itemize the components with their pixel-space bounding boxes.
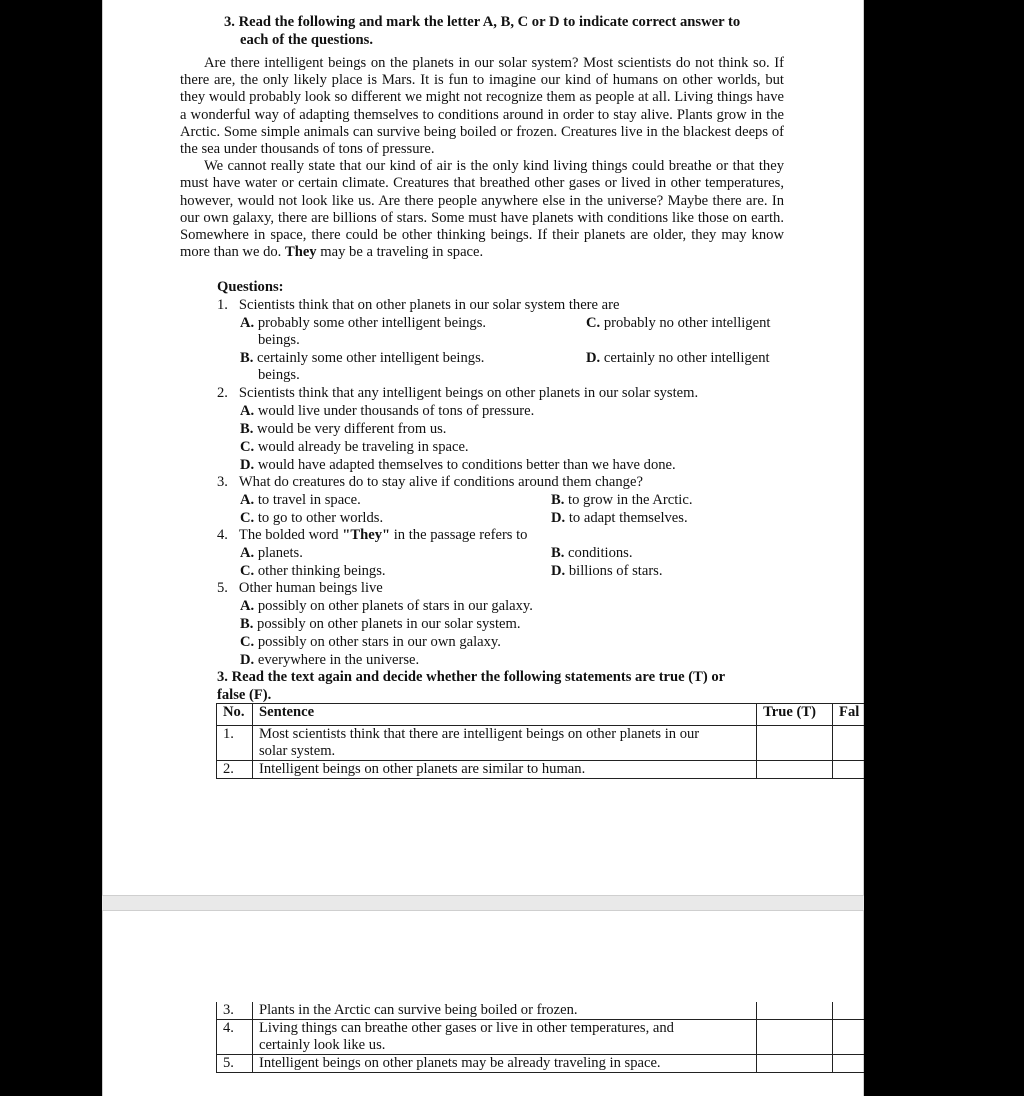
q3-option-b: [551, 492, 692, 510]
q4-d-letter: D.: [551, 563, 566, 579]
tf-header-true: True (T): [757, 704, 833, 726]
false-answer-cell[interactable]: [833, 1002, 864, 1020]
q1-b-letter: B.: [240, 350, 254, 366]
q4-option-c: [240, 563, 386, 581]
q1-option-b: [240, 350, 484, 368]
q1-option-d-cont: beings.: [258, 367, 300, 383]
q5-d-text: everywhere in the universe.: [257, 652, 420, 668]
q3-b-letter: B.: [551, 492, 565, 508]
section-a-title-line2: each of the questions.: [240, 32, 373, 48]
q4-stem-bold: "They": [342, 527, 391, 543]
questions-header: Questions:: [217, 279, 284, 295]
q1-c-text: probably no other intelligent: [603, 315, 771, 331]
q4-a-text: planets.: [257, 545, 303, 561]
tf-header-row: [217, 704, 865, 726]
q3-c-letter: C.: [240, 510, 255, 526]
q5-c-text: possibly on other stars in our own galaxy.: [257, 634, 501, 650]
q1-option-c: [586, 315, 770, 333]
q2-d-text: would have adapted themselves to conditions better than we have done.: [257, 457, 676, 473]
tf-table-part-2: [216, 1002, 864, 1085]
q1-stem: Scientists think that on other planets in our solar system there are: [238, 297, 620, 313]
q2-b-text: would be very different from us.: [257, 421, 447, 437]
q3-stem: What do creatures do to stay alive if conditions around them change?: [238, 474, 643, 490]
q4-option-d: [551, 563, 663, 581]
q5-stem: Other human beings live: [238, 580, 383, 596]
q4-a-letter: A.: [240, 545, 255, 561]
row-sentence: Intelligent beings on other planets are similar to human.: [252, 761, 756, 779]
q5-option-b: [240, 616, 521, 634]
row-number: 1.: [217, 726, 253, 761]
q5-c-letter: C.: [240, 634, 255, 650]
q4-stem-before: The bolded word: [238, 527, 343, 543]
false-answer-cell[interactable]: [833, 761, 864, 779]
q3-a-letter: A.: [240, 492, 255, 508]
passage-p2-end: may be a traveling in space.: [320, 244, 484, 261]
reading-passage: [180, 55, 784, 261]
table-row: [217, 1055, 865, 1073]
tf-header-false: Fal: [833, 704, 864, 726]
q1-option-d: [586, 350, 770, 368]
question-1: [217, 297, 619, 315]
row-number: 2.: [217, 761, 253, 779]
q5-a-text: possibly on other planets of stars in our galaxy.: [257, 598, 533, 614]
q4-d-text: billions of stars.: [568, 563, 663, 579]
passage-paragraph-1: Are there intelligent beings on the planets in our solar system? Most scientists do not think so. If there are, the only likely place is Mars. It is fun to imagine our kind of humans on other worlds, but they would probably look so different we might not recognize them as people at all. Living things have a wonderful way of adapting themselves to conditions around in order to stay alive. Plants grow in the Arctic. Some simple animals can survive being boiled or frozen. Creatures live in the blackest deeps of the sea under thousands of tons of pressure.: [180, 55, 784, 158]
q2-a-letter: A.: [240, 403, 255, 419]
q3-d-text: to adapt themselves.: [568, 510, 688, 526]
passage-paragraph-2: [180, 158, 784, 261]
q5-option-d: [240, 652, 419, 670]
q2-d-letter: D.: [240, 457, 255, 473]
q5-b-letter: B.: [240, 616, 254, 632]
false-answer-cell[interactable]: [833, 726, 864, 761]
q5-number: 5.: [217, 580, 228, 596]
q4-b-text: conditions.: [568, 545, 633, 561]
q5-d-letter: D.: [240, 652, 255, 668]
row-sentence-line2: certainly look like us.: [258, 1037, 386, 1053]
true-answer-cell[interactable]: [757, 1020, 833, 1055]
section-a-title-line1: 3. Read the following and mark the letter A, B, C or D to indicate correct answer to: [224, 14, 741, 30]
row-number: 4.: [217, 1020, 253, 1055]
q4-option-a: [240, 545, 303, 563]
row-sentence: Intelligent beings on other planets may be already traveling in space.: [252, 1055, 756, 1073]
q2-c-text: would already be traveling in space.: [257, 439, 469, 455]
q5-a-letter: A.: [240, 598, 255, 614]
row-number: 3.: [217, 1002, 253, 1020]
q4-option-b: [551, 545, 633, 563]
question-2: [217, 385, 698, 403]
q3-a-text: to travel in space.: [257, 492, 361, 508]
q4-number: 4.: [217, 527, 228, 543]
table-row: [217, 1020, 865, 1055]
page-separator: [102, 896, 864, 910]
q1-a-letter: A.: [240, 315, 255, 331]
tf-header-sentence: Sentence: [252, 704, 756, 726]
question-5: [217, 580, 383, 598]
passage-p2-text: We cannot really state that our kind of air is the only kind living things could breathe or that they must have water or certain climate. Creatures that breathed other gases or lived in other temperatures, however, would not look like us. Are there people anywhere else in the universe? Maybe there are. In our own galaxy, there are billions of stars. Some must have planets with conditions like those on earth. Somewhere in space, there could be other thinking beings. If their planets are older, they may know more than we do.: [180, 158, 784, 261]
q4-b-letter: B.: [551, 545, 565, 561]
q3-option-c: [240, 510, 383, 528]
false-answer-cell[interactable]: [833, 1020, 864, 1055]
table-row: [217, 761, 865, 779]
row-number: 5.: [217, 1055, 253, 1073]
true-answer-cell[interactable]: [757, 761, 833, 779]
row-sentence-line1: Living things can breathe other gases or live in other temperatures, and: [258, 1020, 674, 1036]
q2-option-c: [240, 439, 469, 457]
q4-c-letter: C.: [240, 563, 255, 579]
passage-bold-word: They: [284, 244, 317, 261]
true-answer-cell[interactable]: [757, 1002, 833, 1020]
row-sentence: [252, 726, 756, 761]
q4-stem-after: in the passage refers to: [390, 527, 528, 543]
q2-number: 2.: [217, 385, 228, 401]
q5-option-c: [240, 634, 501, 652]
q2-a-text: would live under thousands of tons of pressure.: [257, 403, 535, 419]
q2-stem: Scientists think that any intelligent beings on other planets in our solar system.: [238, 385, 699, 401]
q1-a-text: probably some other intelligent beings.: [257, 315, 487, 331]
tf-table-part-1: [216, 703, 864, 785]
true-answer-cell[interactable]: [757, 726, 833, 761]
q1-d-letter: D.: [586, 350, 601, 366]
q3-b-text: to grow in the Arctic.: [568, 492, 693, 508]
question-4: [217, 527, 527, 545]
q5-option-a: [240, 598, 533, 616]
q1-b-text: certainly some other intelligent beings.: [257, 350, 485, 366]
q3-option-a: [240, 492, 361, 510]
q2-c-letter: C.: [240, 439, 255, 455]
row-sentence-line1: Most scientists think that there are intelligent beings on other planets in our: [258, 726, 700, 742]
question-3: [217, 474, 643, 492]
section-b-title-line1: 3. Read the text again and decide whether the following statements are true (T) or: [217, 669, 726, 685]
q1-number: 1.: [217, 297, 228, 313]
q2-b-letter: B.: [240, 421, 254, 437]
table-row: [217, 726, 865, 761]
row-sentence: [252, 1020, 756, 1055]
tf-table: [216, 703, 864, 779]
q1-option-c-cont: beings.: [258, 332, 300, 348]
table-row: [217, 1002, 865, 1020]
q3-option-d: [551, 510, 688, 528]
false-answer-cell[interactable]: [833, 1055, 864, 1073]
q5-b-text: possibly on other planets in our solar system.: [257, 616, 521, 632]
row-sentence-line2: solar system.: [258, 743, 336, 759]
q1-option-a: [240, 315, 486, 333]
q3-d-letter: D.: [551, 510, 566, 526]
tf-header-no: No.: [217, 704, 253, 726]
q2-option-d: [240, 457, 676, 475]
q4-c-text: other thinking beings.: [257, 563, 386, 579]
q1-c-letter: C.: [586, 315, 601, 331]
q2-option-a: [240, 403, 534, 421]
q3-number: 3.: [217, 474, 228, 490]
q2-option-b: [240, 421, 446, 439]
q1-d-text: certainly no other intelligent: [603, 350, 770, 366]
tf-table-continued: [216, 1002, 864, 1073]
row-sentence: Plants in the Arctic can survive being boiled or frozen.: [252, 1002, 756, 1020]
section-b-title-line2: false (F).: [217, 687, 272, 703]
true-answer-cell[interactable]: [757, 1055, 833, 1073]
q3-c-text: to go to other worlds.: [257, 510, 384, 526]
